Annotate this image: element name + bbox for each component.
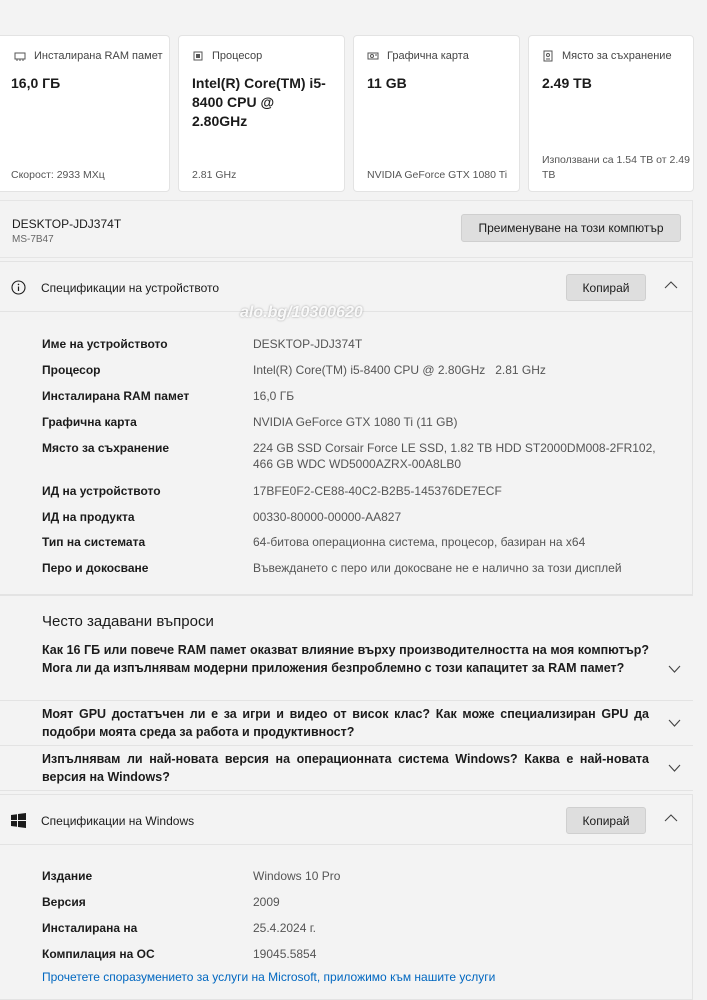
computer-name-bar <box>0 200 693 258</box>
windows-specs-header[interactable] <box>0 795 692 845</box>
spec-value: 2009 <box>253 895 280 909</box>
spec-label: ИД на устройството <box>42 484 161 498</box>
spec-label: Перо и докосване <box>42 561 149 575</box>
spec-label: Инсталирана на <box>42 921 138 935</box>
spec-label: Версия <box>42 895 86 909</box>
spec-label: Тип на системата <box>42 535 146 549</box>
processor-icon <box>192 50 204 62</box>
ram-card-value: 16,0 ГБ <box>11 75 61 91</box>
ram-card-sub: Скорост: 2933 МХц <box>11 169 105 181</box>
graphics-card-label: Графична карта <box>387 50 469 62</box>
spec-value: 64-битова операционна система, процесор, базиран на x64 <box>253 535 586 549</box>
chevron-up-icon[interactable] <box>664 280 678 290</box>
spec-value: 16,0 ГБ <box>253 389 295 403</box>
spec-label: Инсталирана RAM памет <box>42 389 190 403</box>
processor-card-value: Intel(R) Core(TM) i5-8400 CPU @ 2.80GHz <box>192 75 326 129</box>
chevron-down-icon[interactable] <box>668 764 681 773</box>
spec-value: Въвеждането с перо или докосване не е налично за този дисплей <box>253 561 622 575</box>
spec-value: NVIDIA GeForce GTX 1080 Ti (11 GB) <box>253 415 458 429</box>
chevron-down-icon[interactable] <box>668 719 681 728</box>
processor-card-label: Процесор <box>212 50 263 62</box>
storage-icon <box>542 50 554 62</box>
spec-value: 17BFE0F2-CE88-40C2-B2B5-145376DE7ECF <box>253 484 502 498</box>
computer-name: DESKTOP-JDJ374T <box>12 217 122 231</box>
ram-card <box>0 35 170 192</box>
processor-card-sub: 2.81 GHz <box>192 169 237 181</box>
faq-item-ram[interactable] <box>0 636 693 701</box>
spec-label: Графична карта <box>42 415 137 429</box>
ram-icon <box>14 50 26 62</box>
faq-question: Моят GPU достатъчен ли е за игри и видео от висок клас? Как може специализиран GPU да подобри моята среда за работа и продуктивност? <box>42 707 649 739</box>
graphics-card-icon <box>367 50 379 62</box>
storage-card-label: Място за съхранение <box>562 50 672 62</box>
spec-label: Компилация на ОС <box>42 947 155 961</box>
spec-value: 224 GB SSD Corsair Force LE SSD, 1.82 TB HDD ST2000DM008-2FR102, 466 GB WDC WD5000AZRX-00A8LB0 <box>253 441 656 471</box>
storage-card-value: 2.49 TB <box>542 75 592 91</box>
faq-question: Изпълнявам ли най-новата версия на операционната система Windows? Каква е най-новата версия на Windows? <box>42 752 649 784</box>
copy-windows-specs-button[interactable]: Копирай <box>566 807 646 834</box>
graphics-card <box>353 35 520 192</box>
spec-value: DESKTOP-JDJ374T <box>253 337 363 351</box>
spec-value: Intel(R) Core(TM) i5-8400 CPU @ 2.80GHz 2.81 GHz <box>253 363 546 377</box>
faq-item-gpu[interactable] <box>0 701 693 746</box>
info-icon <box>11 280 26 295</box>
device-specs-title: Спецификации на устройството <box>41 281 220 295</box>
chevron-down-icon[interactable] <box>668 665 681 674</box>
processor-card <box>178 35 345 192</box>
graphics-card-sub: NVIDIA GeForce GTX 1080 Ti <box>367 169 508 181</box>
summary-cards <box>0 0 707 200</box>
spec-value: Windows 10 Pro <box>253 869 341 883</box>
ram-card-label: Инсталирана RAM памет <box>34 50 163 62</box>
copy-device-specs-button[interactable]: Копирай <box>566 274 646 301</box>
spec-value: 25.4.2024 г. <box>253 921 316 935</box>
faq-section <box>0 595 693 790</box>
storage-card <box>528 35 694 192</box>
chevron-up-icon[interactable] <box>664 813 678 823</box>
spec-value: 19045.5854 <box>253 947 317 961</box>
faq-item-windows[interactable] <box>0 746 693 791</box>
spec-label: Име на устройството <box>42 337 168 351</box>
spec-label: Процесор <box>42 363 101 377</box>
faq-question: Как 16 ГБ или повече RAM памет оказват влияние върху производителността на моя компютър? Мога ли да изпълнявам модерни приложения безпроблемно с този капацитет за RAM памет? <box>42 643 649 675</box>
spec-label: Издание <box>42 869 93 883</box>
watermark: alo.bg/10300620 <box>240 304 363 321</box>
storage-card-sub: Използвани са 1.54 TB от 2.49 TB <box>542 154 690 181</box>
microsoft-services-agreement-link[interactable]: Прочетете споразумението за услуги на Microsoft, приложимо към нашите услуги <box>42 970 496 984</box>
computer-model: MS-7B47 <box>12 234 54 245</box>
spec-label: ИД на продукта <box>42 510 135 524</box>
windows-specs-title: Спецификации на Windows <box>41 814 195 828</box>
rename-pc-button[interactable]: Преименуване на този компютър <box>461 214 681 242</box>
spec-value: 00330-80000-00000-AA827 <box>253 510 402 524</box>
windows-logo-icon <box>11 813 26 828</box>
faq-title: Често задавани въпроси <box>42 613 214 630</box>
graphics-card-value: 11 GB <box>367 75 407 91</box>
spec-label: Място за съхранение <box>42 441 170 455</box>
